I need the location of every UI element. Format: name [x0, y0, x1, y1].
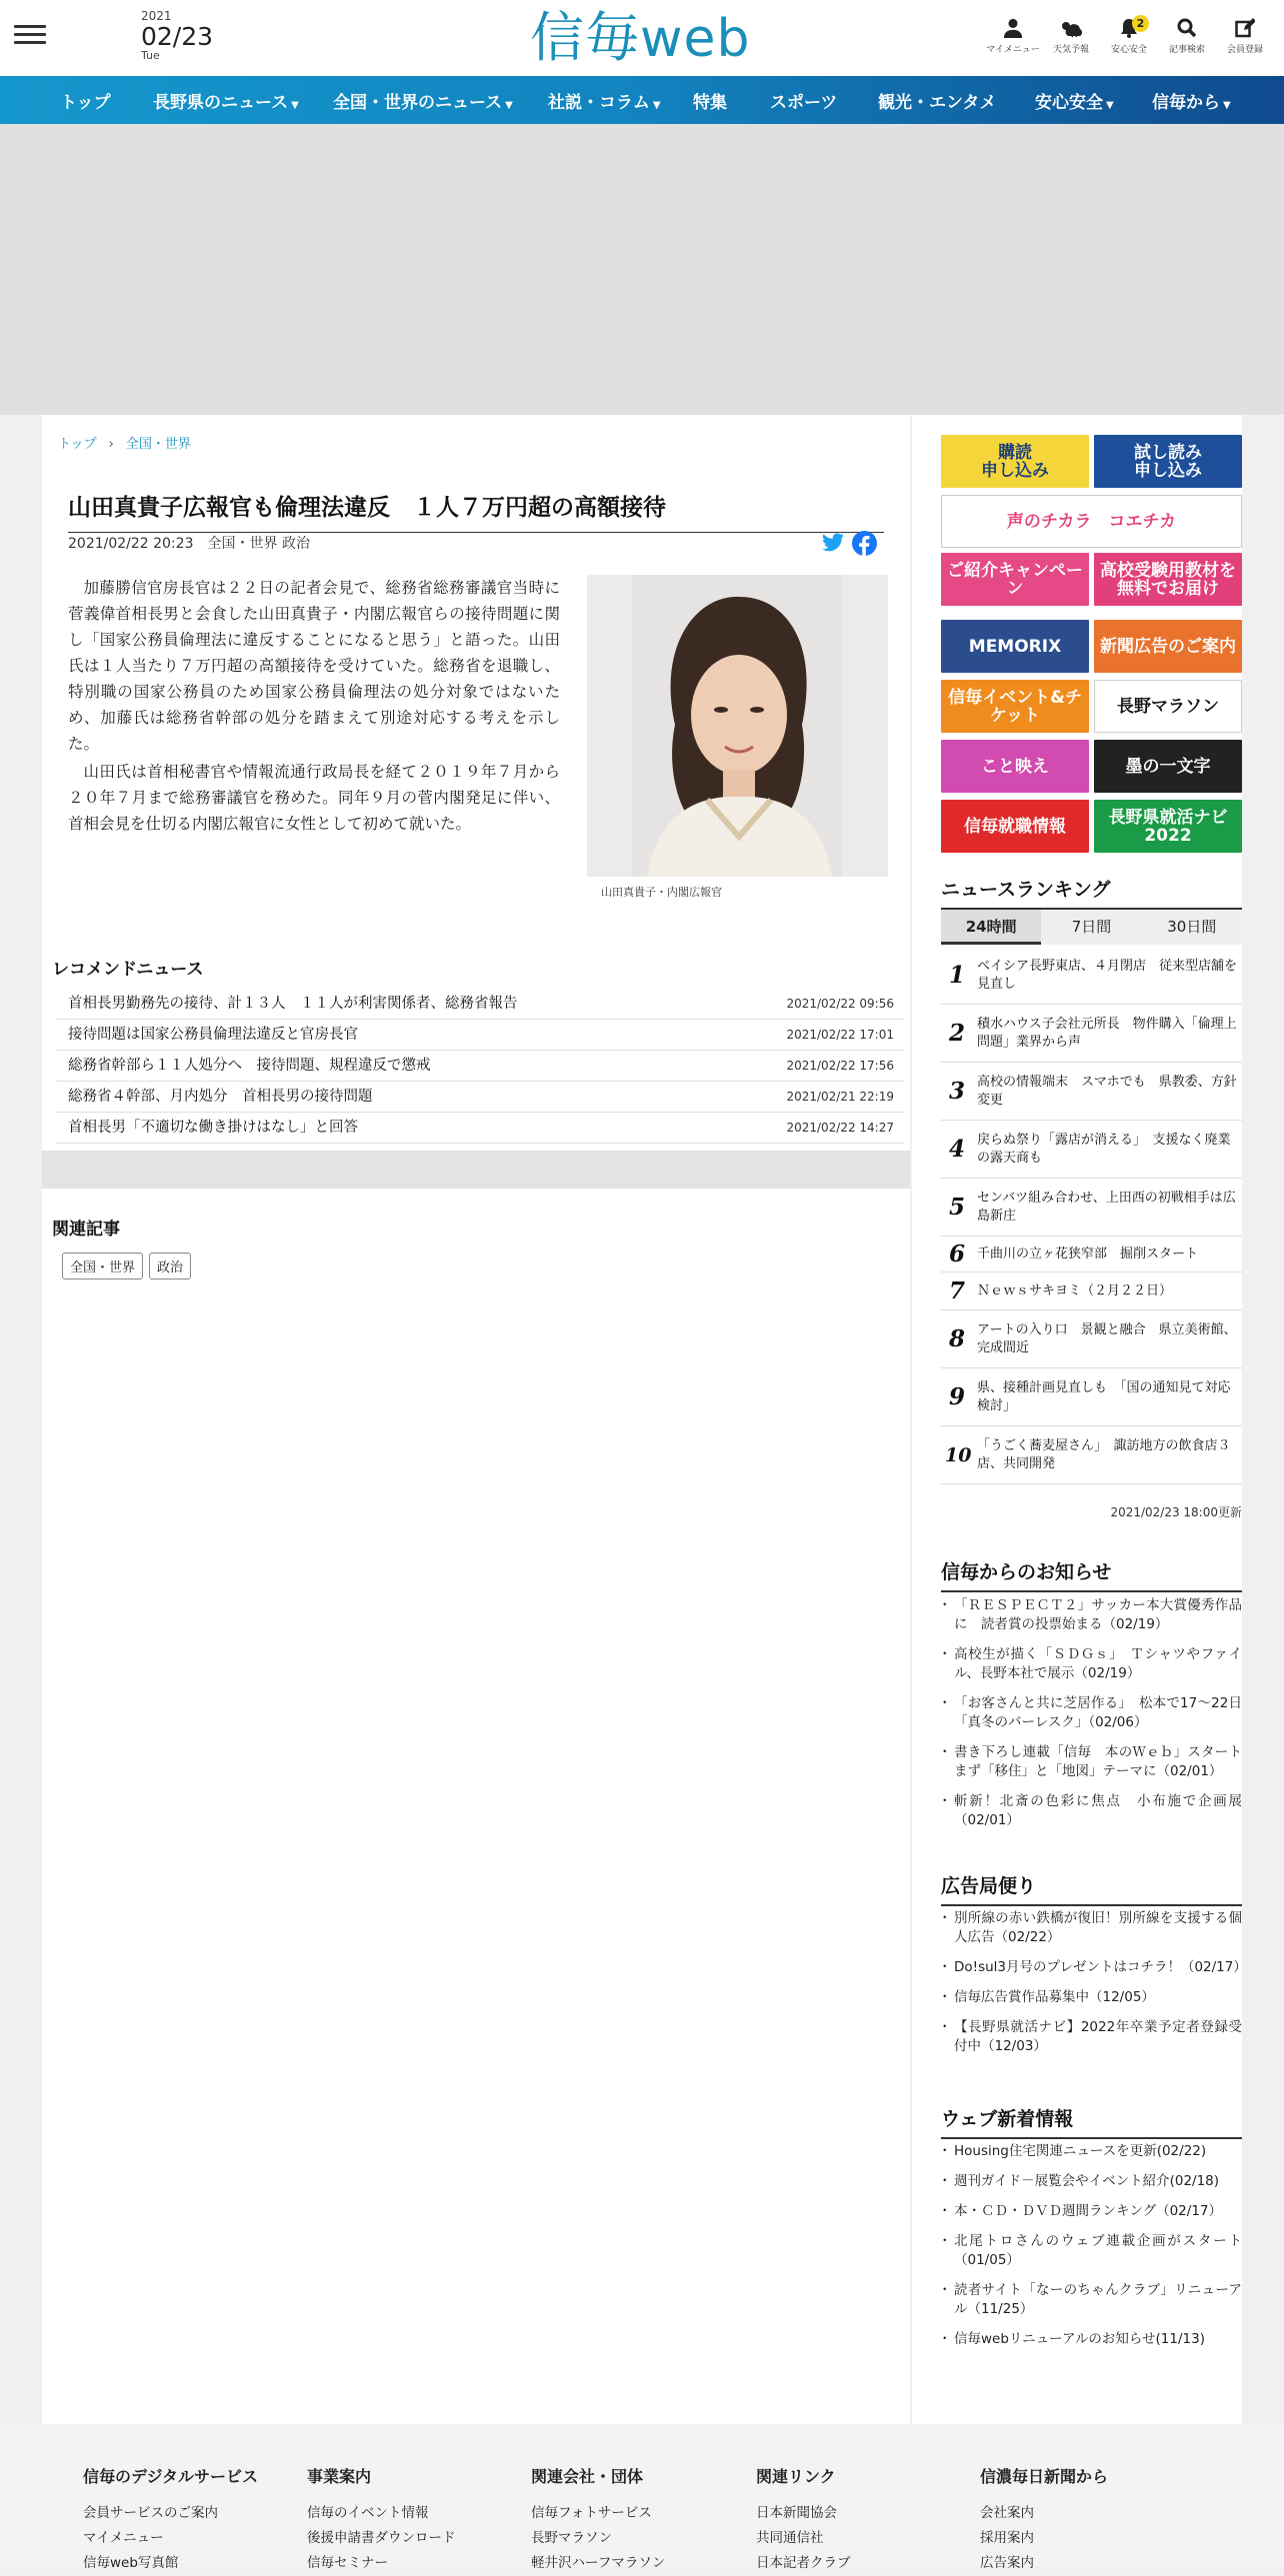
ranking-title: ベイシア長野東店、４月閉店 従来型店舗を見直し [977, 958, 1238, 992]
sumi-banner[interactable] [1094, 740, 1242, 793]
logo-main: 信毎 [530, 6, 640, 69]
article-date: 2021/02/22 20:23 [68, 536, 194, 552]
footer-link[interactable]: 信毎フォトサービス [531, 2505, 652, 2521]
webnews-item[interactable]: ・ 信毎webリニューアルのお知らせ(11/13) [941, 2330, 1242, 2349]
webnews-item[interactable]: ・ 読者サイト「なーのちゃんクラブ」リニューアル（11/25） [941, 2281, 1242, 2319]
mymenu-icon [984, 18, 1042, 38]
ranking-tab[interactable]: 30日間 [1167, 918, 1217, 936]
nav-item-2[interactable] [333, 88, 513, 113]
recommend-title: 総務省幹部ら１１人処分へ 接待問題、規程違反で懲戒 [68, 1058, 431, 1074]
chevron-down-icon: ▼ [1223, 99, 1231, 111]
ranking-title: Ｎｅｗｓサキヨミ（２月２２日） [977, 1283, 1173, 1298]
ranking-number: 9 [949, 1382, 966, 1410]
footer-heading: 事業案内 [307, 2467, 372, 2486]
trial-banner[interactable] [1094, 435, 1242, 488]
ranking-item[interactable] [941, 1179, 1242, 1237]
share-buttons [820, 531, 877, 556]
recommend-time: 2021/02/22 17:01 [786, 1028, 894, 1042]
nav-item-3[interactable] [548, 88, 661, 113]
ranking-number: 3 [949, 1077, 966, 1105]
nav-label: 信毎から [1152, 92, 1220, 113]
nagano-marathon-banner[interactable] [1094, 680, 1242, 733]
footer-column [307, 2464, 456, 2576]
ranking-item[interactable] [941, 1310, 1242, 1368]
webnews-list [941, 2142, 1242, 2360]
kotobae-banner[interactable] [941, 740, 1089, 793]
twitter-icon[interactable] [820, 531, 846, 555]
notification-badge: 2 [1132, 15, 1149, 32]
nav-item-8[interactable] [1152, 88, 1231, 113]
ranking-title: 県、接種計画見直しも 「国の通知見て対応検討」 [977, 1379, 1231, 1413]
nav-label: 全国・世界のニュース [333, 92, 503, 113]
article-paragraph: 加藤勝信官房長官は２２日の記者会見で、総務省総務審議官当時に菅義偉首相長男と会食した山田真貴子・内閣広報官らの接待問題に関し「国家公務員倫理法に違反することになると思う」と語った。山田氏は１人当たり７万円超の高額接待を受けていた。総務省を退職し、特別職の国家公務員のため国家公務員倫理法の処分対象ではないため、加藤氏は総務省幹部の処分を踏まえて別途対応する考えを示した。 [68, 579, 560, 753]
ranking-number: 10 [945, 1443, 972, 1466]
memorix-banner[interactable] [941, 620, 1089, 673]
koe-no-chikara-banner[interactable] [941, 495, 1242, 548]
webnews-item[interactable]: ・ 北尾トロさんのウェブ連載企画がスタート（01/05） [941, 2232, 1242, 2270]
recommend-item[interactable] [56, 1082, 904, 1113]
footer-link[interactable]: 広告案内 [980, 2555, 1034, 2571]
related-tags [62, 1253, 197, 1280]
nav-label: 社説・コラム [548, 92, 650, 113]
related-heading: 関連記事 [52, 1220, 120, 1240]
nav-item-1[interactable] [153, 88, 299, 113]
webnews-item[interactable]: ・ Housing住宅関連ニュースを更新(02/22) [941, 2142, 1242, 2161]
ranking-list [941, 947, 1242, 1484]
weather-icon [1042, 18, 1100, 38]
footer-link[interactable]: 長野マラソン [531, 2530, 612, 2546]
header-icons [984, 18, 1274, 55]
header-icon-label: 安心安全 [1110, 45, 1147, 55]
nav-item-0[interactable] [60, 88, 111, 113]
footer-column [756, 2464, 851, 2576]
logo-sub: web [640, 9, 751, 69]
exam-material-banner[interactable] [1094, 553, 1242, 606]
nav-label: 観光・エンタメ [878, 92, 997, 113]
article-title: 山田真貴子広報官も倫理法違反 １人７万円超の高額接待 [68, 489, 884, 533]
ranking-tabs [941, 910, 1242, 945]
chevron-down-icon: ▼ [505, 99, 513, 111]
ranking-item[interactable] [941, 1005, 1242, 1063]
portrait-image [587, 575, 888, 877]
ranking-title: 「うごく蕎麦屋さん」 諏訪地方の飲食店３店、共同開発 [977, 1437, 1231, 1471]
banner-text: 試し読み 申し込み [1134, 442, 1202, 481]
header-icon-label: 会員登録 [1226, 45, 1263, 55]
ranking-number: 4 [949, 1135, 966, 1163]
site-logo[interactable] [530, 6, 751, 71]
header-icon-edit[interactable] [1216, 18, 1274, 55]
nav-label: 長野県のニュース [153, 92, 289, 113]
banner-text: 購読 申し込み [981, 442, 1049, 481]
footer-link[interactable]: 会社案内 [980, 2505, 1034, 2521]
chevron-down-icon: ▼ [1106, 99, 1114, 111]
ranking-number: 2 [949, 1019, 966, 1047]
ranking-tab[interactable]: 24時間 [941, 910, 1041, 945]
ranking-heading: ニュースランキング [941, 875, 1242, 910]
top-ad-space [0, 124, 1284, 415]
header-date [141, 10, 213, 61]
notices-heading: 信毎からのお知らせ [941, 1557, 1242, 1592]
ranking-item[interactable] [941, 1273, 1242, 1310]
chevron-down-icon: ▼ [652, 99, 661, 111]
weekday: Tue [141, 49, 160, 62]
recommend-title: 総務省４幹部、月内処分 首相長男の接待問題 [68, 1089, 373, 1105]
banner-text: 墨の一文字 [1125, 756, 1211, 777]
nav-item-6[interactable] [878, 88, 996, 113]
ranking-title: センバツ組み合わせ、上田西の初戦相手は広島新庄 [977, 1190, 1236, 1224]
recommend-time: 2021/02/22 14:27 [786, 1121, 894, 1135]
notices-item[interactable]: ・ 書き下ろし連載「信毎 本のＷｅｂ」スタート まず「移住」と「地図」テーマに（02/01） [941, 1743, 1242, 1781]
adnews-item[interactable]: ・ 【長野県就活ナビ】2022年卒業予定者登録受付中（12/03） [941, 2018, 1242, 2056]
ranking-item[interactable] [941, 1368, 1242, 1426]
bell-icon [1100, 18, 1158, 38]
chevron-down-icon: ▼ [291, 99, 299, 111]
ranking-title: 高校の情報端末 スマホでも 県教委、方針変更 [977, 1074, 1237, 1108]
article-meta [68, 533, 324, 553]
site-header [0, 0, 1284, 76]
ranking-title: 千曲川の立ヶ花狭窄部 掘削スタート [977, 1246, 1199, 1262]
breadcrumb-chevron-icon: › [108, 437, 114, 452]
footer-link[interactable]: 日本記者クラブ [756, 2555, 851, 2571]
ranking-number: 7 [949, 1277, 966, 1304]
banner-text: 高校受験用教材を 無料でお届け [1100, 560, 1236, 599]
main-nav [0, 76, 1284, 124]
recommend-item[interactable] [56, 1113, 904, 1144]
nav-item-7[interactable] [1035, 88, 1114, 113]
recommend-title: 首相長男勤務先の接待、計１３人 １１人が利害関係者、総務省報告 [68, 996, 518, 1012]
nav-label: スポーツ [770, 92, 838, 113]
ranking-item[interactable] [941, 1121, 1242, 1179]
footer-link[interactable]: 軽井沢ハーフマラソン [531, 2555, 666, 2571]
footer-link[interactable]: マイメニュー [83, 2530, 164, 2546]
banner-text: 声のチカラ コエチカ [1006, 511, 1177, 532]
ranking-item[interactable] [941, 1063, 1242, 1121]
recommend-heading: レコメンドニュース [52, 960, 204, 980]
banner-text: 長野県就活ナビ2022 [1108, 807, 1228, 846]
related-tag[interactable]: 全国・世界 [62, 1253, 143, 1280]
nav-label: 特集 [693, 92, 727, 113]
breadcrumb [58, 433, 191, 452]
recommend-time: 2021/02/22 09:56 [786, 997, 894, 1011]
webnews-heading: ウェブ新着情報 [941, 2104, 1242, 2139]
footer-link[interactable]: 採用案内 [980, 2530, 1034, 2546]
banner-text: 信毎就職情報 [964, 816, 1066, 837]
notices-item[interactable]: ・ 斬新！北斎の色彩に焦点 小布施で企画展（02/01） [941, 1792, 1242, 1830]
header-icon-label: 記事検索 [1168, 45, 1205, 55]
footer-heading: 関連会社・団体 [531, 2467, 644, 2486]
adnews-item[interactable]: ・ 別所線の赤い鉄橋が復旧！別所線を支援する個人広告（02/22） [941, 1909, 1242, 1947]
ranking-tab[interactable]: 7日間 [1071, 918, 1112, 936]
banner-text: 長野マラソン [1117, 696, 1219, 717]
referral-campaign-banner[interactable] [941, 553, 1089, 606]
recommend-time: 2021/02/22 17:56 [786, 1059, 894, 1073]
banner-text: MEMORIX [968, 636, 1062, 657]
subscribe-banner[interactable] [941, 435, 1089, 488]
ranking-title: 積水ハウス子会社元所長 物件購入「倫理上問題」業界から声 [977, 1016, 1237, 1050]
footer-link[interactable]: 信毎セミナー [307, 2555, 388, 2571]
adnews-item[interactable]: ・ Do!sul3月号のプレゼントはコチラ！（02/17） [941, 1958, 1242, 1977]
ranking-number: 5 [949, 1193, 966, 1221]
footer-link[interactable]: 共同通信社 [756, 2530, 824, 2546]
site-footer [0, 2424, 1284, 2571]
facebook-icon[interactable] [852, 531, 877, 556]
footer-link[interactable]: 信毎web写真館 [83, 2555, 179, 2571]
header-icon-weather[interactable] [1042, 18, 1100, 55]
ranking-title: 戻らぬ祭り「露店が消える」 支援なく廃業の露天商も [977, 1132, 1231, 1166]
header-icon-search[interactable] [1158, 18, 1216, 55]
sidebar [912, 415, 1256, 2424]
year: 2021 [141, 9, 172, 23]
header-icon-label: マイメニュー [986, 45, 1040, 55]
breadcrumb-home[interactable]: トップ [58, 437, 97, 452]
webnews-item[interactable]: ・ 本・ＣＤ・ＤＶＤ週間ランキング（02/17） [941, 2202, 1242, 2221]
header-icon-bell[interactable] [1100, 18, 1158, 55]
footer-heading: 信濃毎日新聞から [980, 2467, 1109, 2486]
recommend-time: 2021/02/21 22:19 [786, 1090, 894, 1104]
recommend-title: 首相長男「不適切な働き掛けはなし」と回答 [68, 1120, 358, 1136]
job-navi-banner[interactable] [1094, 800, 1242, 853]
recommend-item[interactable] [56, 989, 904, 1020]
ranking-updated: 2021/02/23 18:00更新 [1110, 1505, 1242, 1519]
nav-item-5[interactable] [770, 88, 837, 113]
header-icon-mymenu[interactable] [984, 18, 1042, 55]
article-photo[interactable] [587, 575, 888, 877]
nav-label: トップ [60, 92, 111, 113]
hamburger-menu-icon[interactable] [14, 20, 46, 54]
adnews-heading: 広告局便り [941, 1871, 1242, 1906]
search-icon [1158, 18, 1216, 38]
ad-guide-banner[interactable] [1094, 620, 1242, 673]
banner-text: 新聞広告のご案内 [1100, 636, 1236, 657]
adnews-list [941, 1909, 1247, 2067]
footer-heading: 信毎のデジタルサービス [83, 2467, 259, 2486]
recommend-item[interactable] [56, 1020, 904, 1051]
footer-column [531, 2464, 665, 2576]
footer-column [980, 2464, 1108, 2576]
footer-link[interactable]: 日本新聞協会 [756, 2505, 837, 2521]
article-category: 全国・世界 政治 [207, 536, 310, 552]
footer-link[interactable]: 会員サービスのご案内 [83, 2505, 218, 2521]
webnews-item[interactable]: ・ 週刊ガイド－展覧会やイベント紹介(02/18) [941, 2172, 1242, 2191]
recommend-list [56, 989, 904, 1144]
ranking-number: 8 [949, 1324, 966, 1352]
ranking-item[interactable] [941, 947, 1242, 1005]
main-column [42, 415, 910, 2424]
footer-column [83, 2464, 258, 2576]
ranking-item[interactable] [941, 1426, 1242, 1484]
notices-list [941, 1596, 1256, 1841]
footer-heading: 関連リンク [756, 2467, 836, 2486]
header-icon-label: 天気予報 [1052, 45, 1089, 55]
footer-link[interactable]: 後援申請書ダウンロード [307, 2530, 456, 2546]
nav-item-4[interactable] [693, 88, 727, 113]
banner-text: ご紹介キャンペーン [947, 560, 1083, 599]
ranking-title: アートの入り口 景観と融合 県立美術館、完成間近 [977, 1321, 1237, 1355]
notices-item[interactable]: ・ 高校生が描く「ＳＤＧｓ」 Ｔシャツやファイル、長野本社で展示（02/19） [941, 1645, 1242, 1683]
recommend-title: 接待問題は国家公務員倫理法違反と官房長官 [68, 1027, 358, 1043]
adnews-item[interactable]: ・ 信毎広告賞作品募集中（12/05） [941, 1988, 1242, 2007]
edit-icon [1216, 18, 1274, 38]
ranking-number: 1 [949, 961, 966, 989]
events-ticket-banner[interactable] [941, 680, 1089, 733]
footer-link[interactable]: 信毎のイベント情報 [307, 2505, 429, 2521]
banner-text: こと映え [981, 756, 1049, 777]
recommend-item[interactable] [56, 1051, 904, 1082]
related-tag[interactable]: 政治 [149, 1253, 191, 1280]
ranking-number: 6 [949, 1240, 966, 1268]
banner-text: 信毎イベント&チケット [948, 687, 1082, 726]
article-paragraph: 山田氏は首相秘書官や情報流通行政局長を経て２０１９年７月から２０年７月まで総務審議官を務めた。同年９月の菅内閣発足に伴い、首相会見を仕切る内閣広報官に女性として初めて就いた。 [68, 763, 560, 833]
breadcrumb-current[interactable]: 全国・世界 [125, 437, 191, 452]
photo-caption: 山田真貴子・内閣広報官 [601, 886, 722, 899]
nav-label: 安心安全 [1035, 92, 1103, 113]
notices-item[interactable]: ・ 「ＲＥＳＰＥＣＴ２」サッカー本大賞優秀作品に 読者賞の投票始まる（02/19） [941, 1596, 1242, 1634]
gray-ad-band [42, 1151, 910, 1189]
job-info-banner[interactable] [941, 800, 1089, 853]
date: 02/23 [141, 22, 214, 51]
article-body [68, 575, 560, 837]
ranking-item[interactable] [941, 1237, 1242, 1273]
notices-item[interactable]: ・ 「お客さんと共に芝居作る」 松本で17～22日「真冬のバーレスク」（02/06） [941, 1694, 1242, 1732]
